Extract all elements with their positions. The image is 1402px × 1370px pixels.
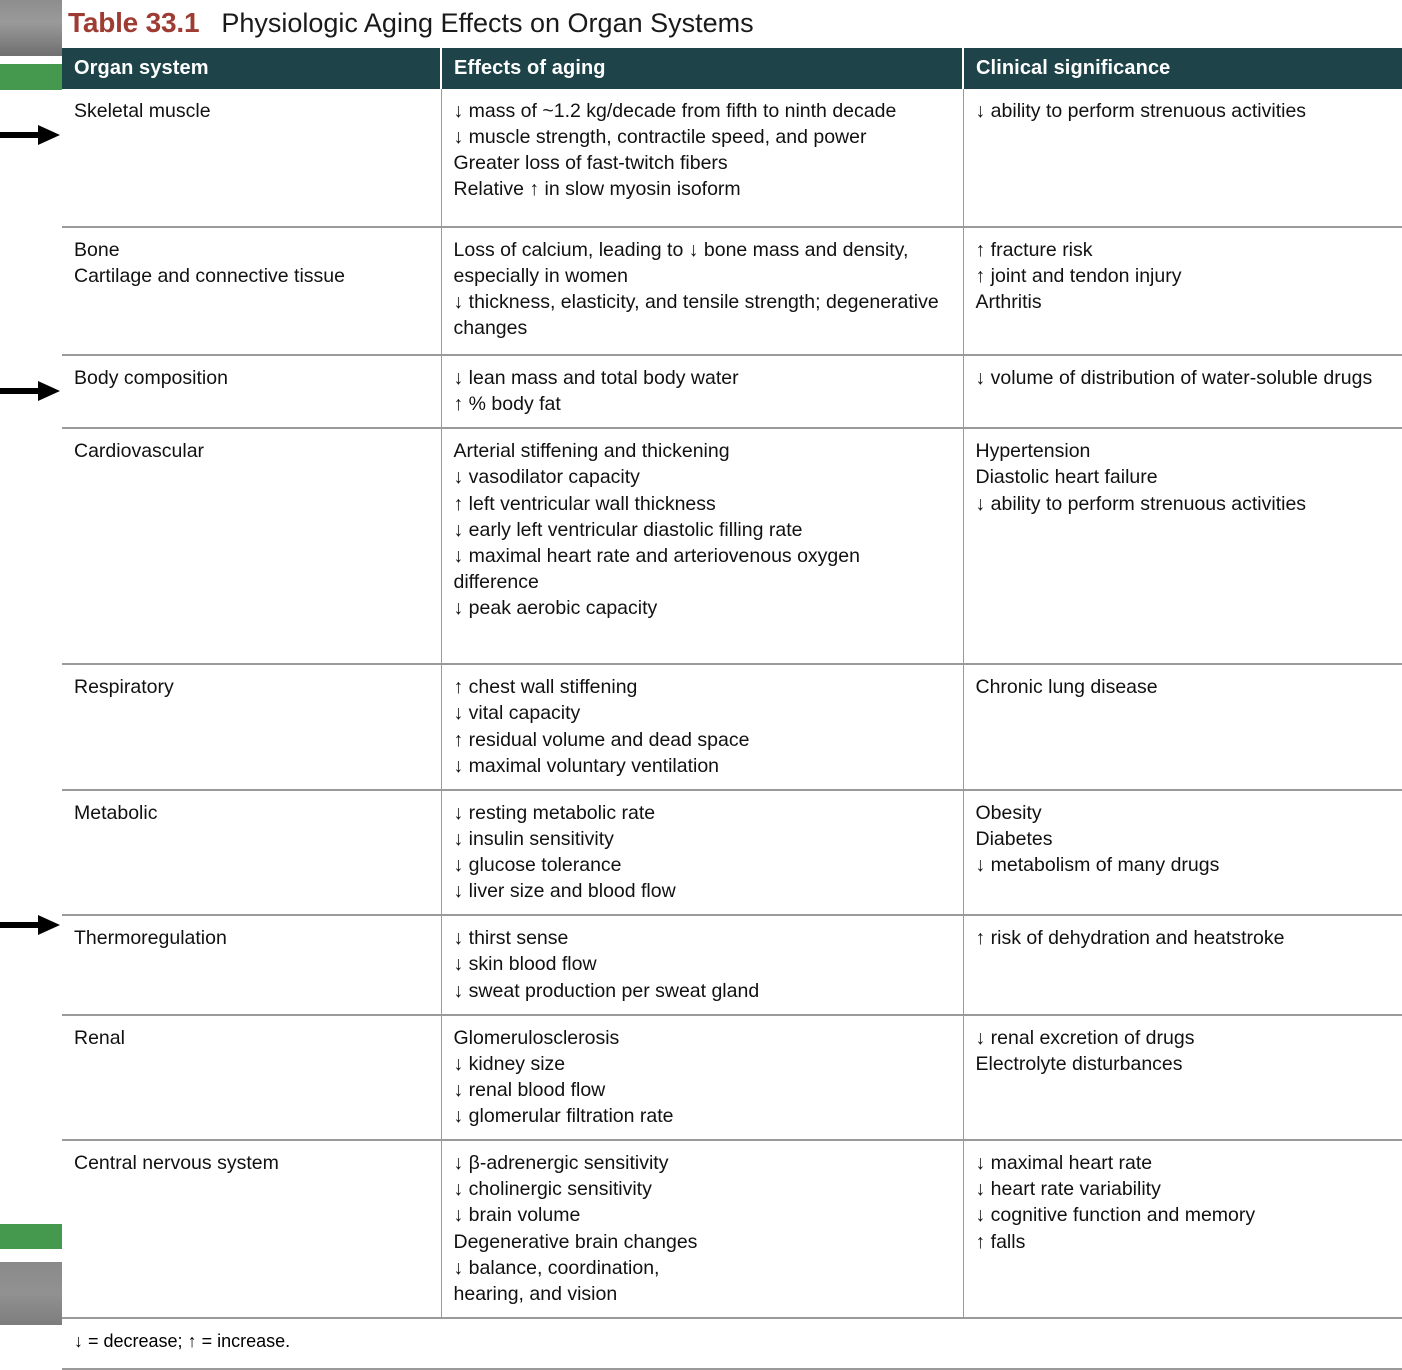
- table-row: [62, 915, 1402, 1014]
- cell-line: ↑ % body fat: [453, 393, 561, 416]
- cell-line: ↓ renal excretion of drugs: [975, 1026, 1195, 1049]
- table-row: [62, 1015, 1402, 1141]
- cell-line: ↓ peak aerobic capacity: [453, 597, 658, 619]
- cell-line: Cartilage and connective tissue: [74, 265, 345, 288]
- cell-line: Bone: [74, 239, 120, 261]
- cell-line: Chronic lung disease: [975, 676, 1158, 699]
- cell-effects-of-aging: [441, 790, 963, 916]
- cell-line: Relative ↑ in slow myosin isoform: [453, 178, 741, 201]
- arrow-body-composition-icon: [0, 378, 60, 404]
- cell-line: Thermoregulation: [74, 927, 227, 950]
- decorative-gray-block-bottom: [0, 1262, 62, 1325]
- cell-organ-system: [62, 89, 441, 227]
- cell-organ-system: [62, 915, 441, 1014]
- cell-organ-system: [62, 355, 441, 428]
- cell-line: ↓ mass of ~1.2 kg/decade from fifth to ninth decade: [453, 100, 897, 122]
- cell-line: Electrolyte disturbances: [975, 1052, 1183, 1075]
- table-row: [62, 1140, 1402, 1318]
- decorative-gray-block-top: [0, 0, 62, 56]
- cell-line: Central nervous system: [74, 1152, 279, 1175]
- cell-line: Skeletal muscle: [74, 100, 211, 122]
- cell-clinical-significance: [963, 227, 1402, 355]
- cell-line: Arthritis: [975, 291, 1042, 314]
- cell-line: Respiratory: [74, 676, 174, 699]
- cell-clinical-significance: [963, 790, 1402, 916]
- table-footer: [62, 1318, 1402, 1368]
- cell-line: hearing, and vision: [453, 1282, 618, 1305]
- arrow-thermoregulation-icon: [0, 912, 60, 938]
- cell-effects-of-aging: [441, 664, 963, 790]
- cell-line: ↓ balance, coordination,: [453, 1256, 660, 1279]
- cell-line: ↑ fracture risk: [975, 239, 1093, 261]
- cell-line: ↓ thickness, elasticity, and tensile strength; degenerative changes: [453, 291, 945, 340]
- left-margin-strip: [0, 0, 62, 1325]
- cell-effects-of-aging: [441, 227, 963, 355]
- table-row: [62, 227, 1402, 355]
- cell-line: ↓ ability to perform strenuous activities: [975, 492, 1307, 515]
- cell-effects-of-aging: [441, 1015, 963, 1141]
- cell-line: Glomerulosclerosis: [453, 1026, 620, 1049]
- column-header-effects-of-aging: Effects of aging: [441, 48, 963, 89]
- cell-effects-of-aging: [441, 89, 963, 227]
- cell-line: ↓ maximal voluntary ventilation: [453, 754, 720, 777]
- page-title: [62, 0, 1402, 48]
- cell-line: ↓ glomerular filtration rate: [453, 1105, 674, 1127]
- cell-line: ↓ skin blood flow: [453, 953, 597, 976]
- cell-line: ↓ vital capacity: [453, 702, 581, 725]
- decorative-green-block-bottom: [0, 1224, 62, 1249]
- cell-line: Greater loss of fast-twitch fibers: [453, 152, 728, 175]
- cell-line: ↓ cholinergic sensitivity: [453, 1178, 652, 1201]
- cell-clinical-significance: [963, 915, 1402, 1014]
- cell-line: ↓ early left ventricular diastolic filling rate: [453, 518, 803, 541]
- table-row: [62, 89, 1402, 227]
- cell-organ-system: [62, 428, 441, 664]
- cell-clinical-significance: [963, 1015, 1402, 1141]
- cell-line: ↓ resting metabolic rate: [453, 801, 656, 824]
- cell-line: ↓ insulin sensitivity: [453, 827, 614, 850]
- cell-line: ↑ left ventricular wall thickness: [453, 492, 716, 515]
- cell-line: Obesity: [975, 801, 1042, 824]
- arrow-skeletal-muscle-icon: [0, 122, 60, 148]
- cell-line: ↓ lean mass and total body water: [453, 367, 739, 389]
- cell-clinical-significance: [963, 664, 1402, 790]
- table-header: [62, 48, 1402, 89]
- cell-organ-system: [62, 664, 441, 790]
- cell-line: Renal: [74, 1026, 125, 1049]
- cell-line: ↓ thirst sense: [453, 927, 569, 950]
- cell-line: ↓ volume of distribution of water-soluble drugs: [975, 367, 1373, 389]
- table-row: [62, 355, 1402, 428]
- column-header-organ-system: Organ system: [62, 48, 441, 89]
- cell-line: Diabetes: [975, 827, 1053, 850]
- cell-line: ↓ metabolism of many drugs: [975, 854, 1220, 876]
- table-title-text: Physiologic Aging Effects on Organ Systems: [221, 8, 754, 38]
- cell-line: ↑ joint and tendon injury: [975, 265, 1182, 288]
- cell-line: ↑ residual volume and dead space: [453, 728, 750, 751]
- cell-line: ↓ vasodilator capacity: [453, 466, 640, 489]
- cell-effects-of-aging: [441, 355, 963, 428]
- cell-line: ↓ sweat production per sweat gland: [453, 979, 760, 1002]
- cell-organ-system: [62, 1015, 441, 1141]
- cell-clinical-significance: [963, 428, 1402, 664]
- cell-line: ↑ falls: [975, 1230, 1026, 1253]
- cell-line: Arterial stiffening and thickening: [453, 440, 730, 463]
- cell-line: ↓ heart rate variability: [975, 1178, 1161, 1201]
- cell-line: ↓ β-adrenergic sensitivity: [453, 1152, 669, 1175]
- cell-line: ↓ maximal heart rate and arteriovenous oxygen difference: [453, 544, 866, 593]
- cell-clinical-significance: [963, 1140, 1402, 1318]
- cell-line: ↓ ability to perform strenuous activities: [975, 100, 1307, 122]
- cell-line: Cardiovascular: [74, 440, 205, 463]
- table-body: [62, 89, 1402, 1318]
- cell-line: ↓ glucose tolerance: [453, 854, 622, 876]
- cell-line: Metabolic: [74, 801, 158, 824]
- footnote-row: [62, 1318, 1402, 1368]
- table-number: Table 33.1: [68, 7, 200, 38]
- cell-line: ↓ renal blood flow: [453, 1078, 606, 1101]
- cell-line: Body composition: [74, 367, 228, 389]
- cell-line: Degenerative brain changes: [453, 1230, 698, 1253]
- cell-line: ↓ brain volume: [453, 1204, 581, 1227]
- cell-effects-of-aging: [441, 915, 963, 1014]
- table-row: [62, 428, 1402, 664]
- cell-effects-of-aging: [441, 1140, 963, 1318]
- decorative-green-block-top: [0, 64, 62, 90]
- cell-line: Loss of calcium, leading to ↓ bone mass and density, especially in women: [453, 239, 914, 288]
- cell-organ-system: [62, 790, 441, 916]
- cell-clinical-significance: [963, 355, 1402, 428]
- table-container: [62, 0, 1402, 1370]
- cell-line: ↓ cognitive function and memory: [975, 1204, 1256, 1227]
- cell-line: Diastolic heart failure: [975, 466, 1158, 489]
- cell-line: ↓ kidney size: [453, 1052, 566, 1075]
- physiologic-aging-table: [62, 48, 1402, 1368]
- cell-organ-system: [62, 227, 441, 355]
- cell-effects-of-aging: [441, 428, 963, 664]
- footnote-text: ↓ = decrease; ↑ = increase.: [62, 1318, 1402, 1368]
- header-row: [62, 48, 1402, 89]
- column-header-clinical-significance: Clinical significance: [963, 48, 1402, 89]
- cell-organ-system: [62, 1140, 441, 1318]
- cell-clinical-significance: [963, 89, 1402, 227]
- cell-line: Hypertension: [975, 440, 1091, 463]
- cell-line: ↑ chest wall stiffening: [453, 676, 638, 699]
- table-row: [62, 664, 1402, 790]
- cell-line: ↑ risk of dehydration and heatstroke: [975, 927, 1285, 950]
- cell-line: ↓ maximal heart rate: [975, 1152, 1153, 1175]
- cell-line: ↓ liver size and blood flow: [453, 880, 676, 903]
- cell-line: ↓ muscle strength, contractile speed, and power: [453, 126, 867, 149]
- table-row: [62, 790, 1402, 916]
